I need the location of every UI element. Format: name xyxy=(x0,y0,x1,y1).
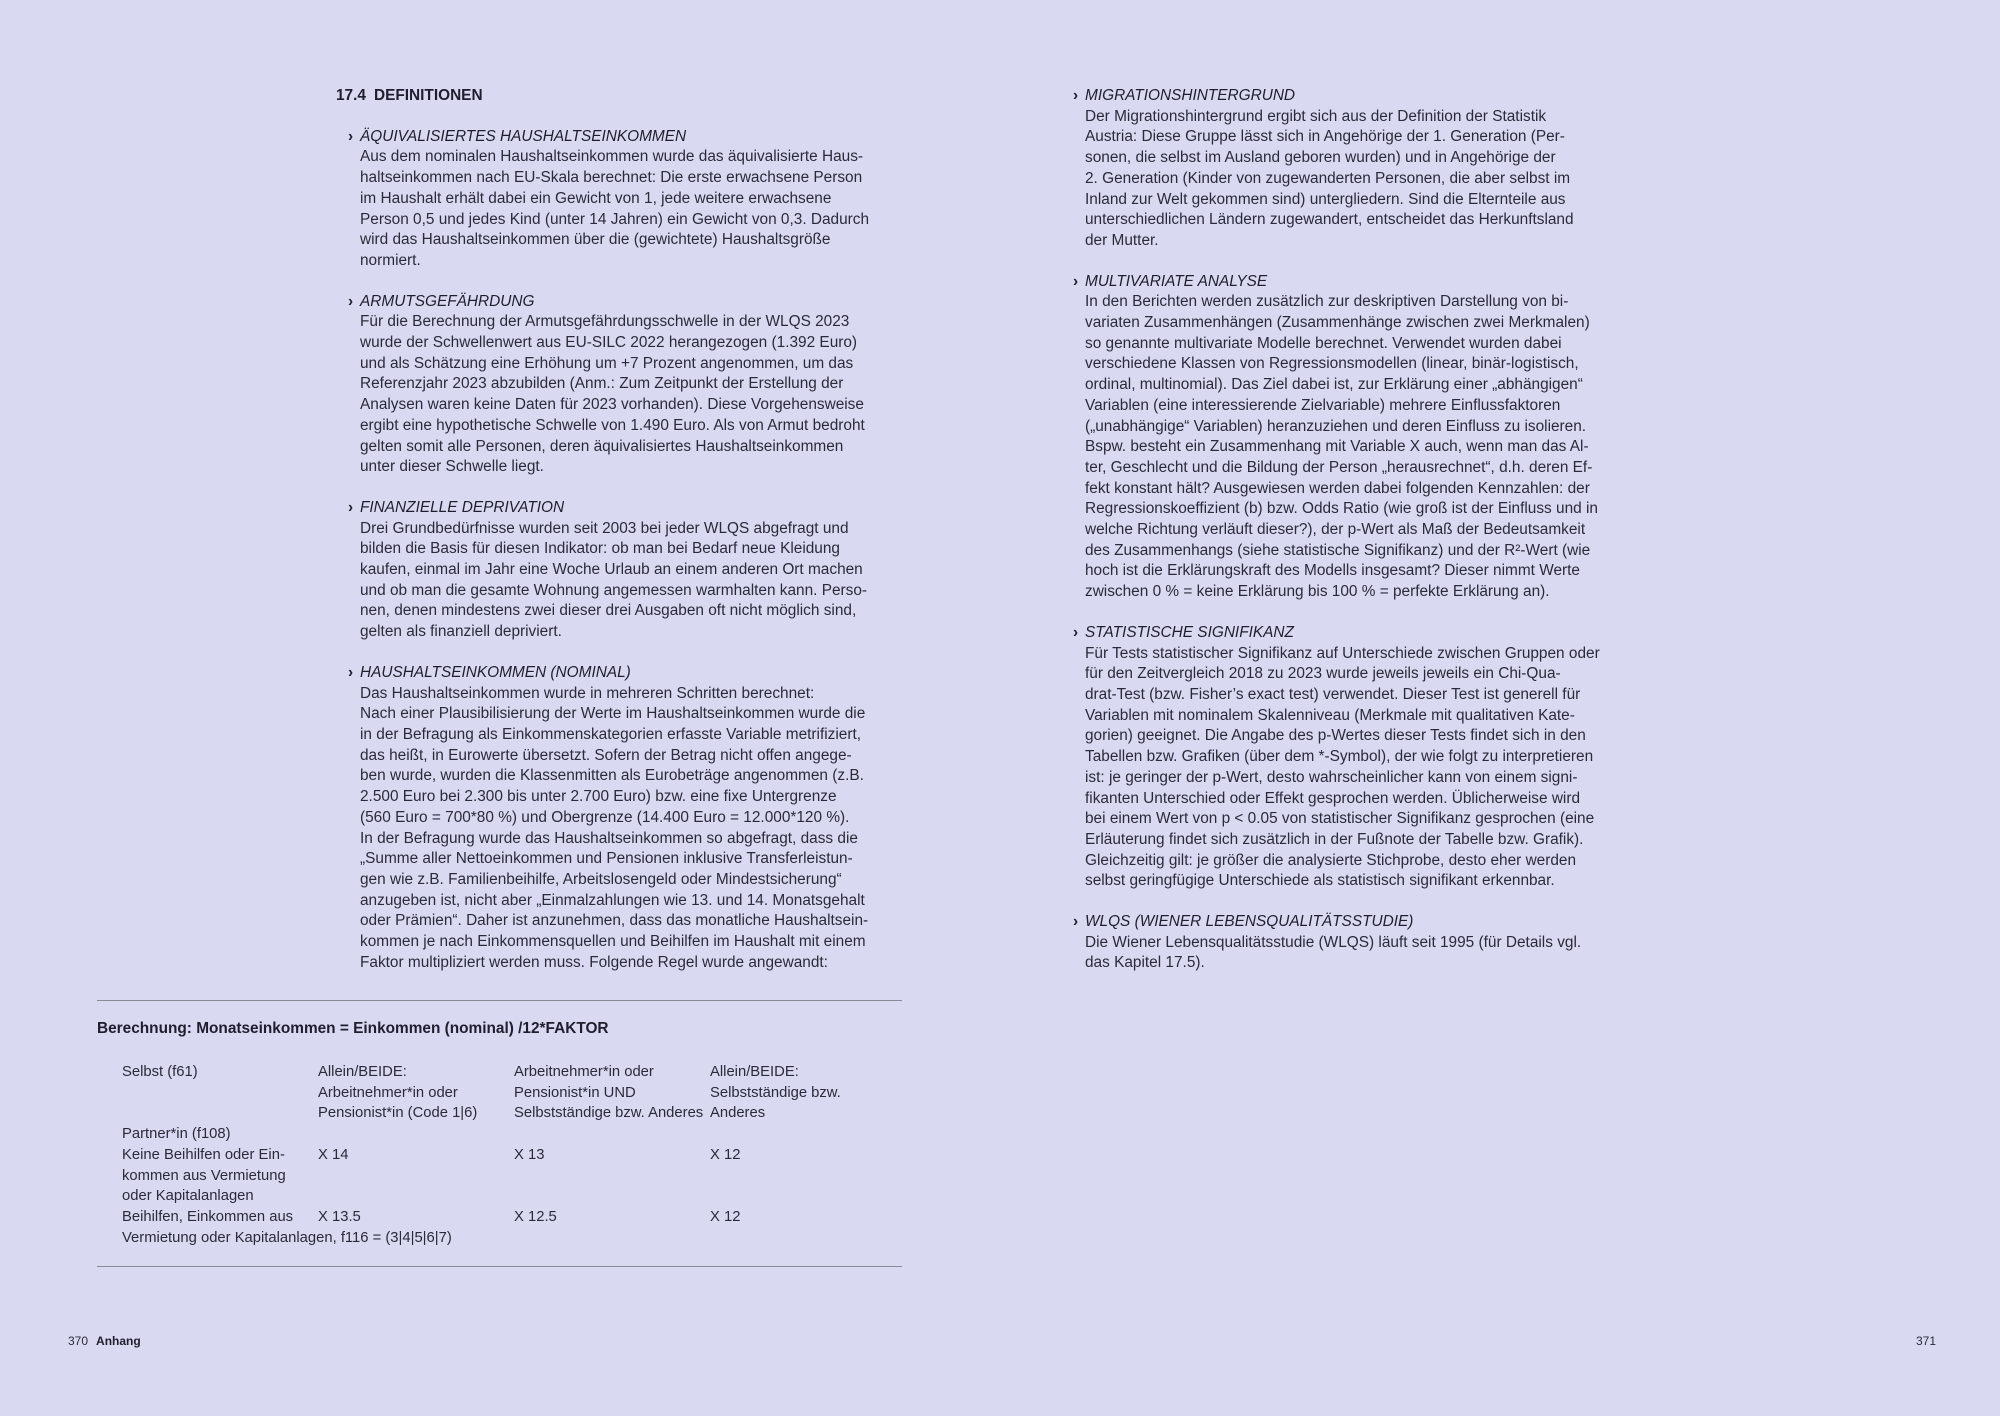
right-entries xyxy=(1073,86,1645,974)
body-line: Nach einer Plausibilisierung der Werte im Haushaltseinkommen wurde die xyxy=(360,705,866,723)
body-line: Der Migrationshintergrund ergibt sich aus der Definition der Statistik xyxy=(1085,107,1547,125)
body-line: (560 Euro = 700*80 %) und Obergrenze (14.400 Euro = 12.000*120 %). xyxy=(360,808,850,826)
body-line: kaufen, einmal im Jahr eine Woche Urlaub an einem anderen Ort machen xyxy=(360,561,863,579)
left-column xyxy=(336,86,906,993)
body-line: und als Schätzung eine Erhöhung um +7 Prozent angenommen, um das xyxy=(360,354,854,372)
body-line: Faktor multipliziert werden muss. Folgende Regel wurde angewandt: xyxy=(360,953,828,971)
cell-line: Pensionist*in UND xyxy=(514,1084,636,1101)
body-line: bilden die Basis für diesen Indikator: ob man bei Bedarf neue Kleidung xyxy=(360,540,840,558)
table-bottom-rule xyxy=(97,1266,902,1267)
definition-body xyxy=(360,147,906,271)
definition-heading xyxy=(348,127,906,148)
body-line: variaten Zusammenhängen (Zusammenhänge zwischen zwei Merkmalen) xyxy=(1085,314,1590,332)
definition-heading xyxy=(1073,86,1645,107)
chevron-right-icon: › xyxy=(1073,87,1079,104)
definition-heading xyxy=(1073,912,1645,933)
table-top-rule xyxy=(97,1000,902,1001)
body-line: Variablen (eine interessierende Zielvariable) mehrere Einflussfaktoren xyxy=(1085,396,1561,414)
body-line: kommen je nach Einkommensquellen und Beihilfen im Haushalt mit einem xyxy=(360,933,866,951)
body-line: anzugeben ist, nicht aber „Einmalzahlungen wie 13. und 14. Monatsgehalt xyxy=(360,891,865,909)
body-line: In der Befragung wurde das Haushaltseinkommen so abgefragt, dass die xyxy=(360,829,858,847)
table-cell-1-3: X 12 xyxy=(710,1147,741,1163)
page-number-right: 371 xyxy=(1916,1334,1937,1348)
cell-line: oder Kapitalanlagen xyxy=(122,1188,254,1205)
body-line: ter, Geschlecht und die Bildung der Person „herausrechnet“, d.h. deren Ef- xyxy=(1085,458,1593,476)
body-line: Aus dem nominalen Haushaltseinkommen wurde das äquivalisierte Haus- xyxy=(360,148,864,166)
definition-heading-text: FINANZIELLE DEPRIVATION xyxy=(360,498,565,516)
cell-line: Selbst (f61) xyxy=(122,1064,198,1080)
body-line: im Haushalt erhält dabei ein Gewicht von 1, jede weitere erwachsene xyxy=(360,189,832,207)
definition-heading-text: WLQS (WIENER LEBENSQUALITÄTSSTUDIE) xyxy=(1085,913,1414,931)
body-line: und ob man die gesamte Wohnung angemessen warmhalten kann. Perso- xyxy=(360,581,868,599)
body-line: Variablen mit nominalem Skalenniveau (Merkmale mit qualitativen Kate- xyxy=(1085,706,1575,724)
definition-body xyxy=(1085,292,1645,603)
body-line: Bspw. besteht ein Zusammenhang mit Variable X auch, wenn man das Al- xyxy=(1085,438,1589,456)
body-line: Regressionskoeffizient (b) bzw. Odds Ratio (wie groß ist der Einfluss und in xyxy=(1085,500,1598,518)
body-line: („unabhängige“ Variablen) heranzuziehen und deren Einfluss zu isolieren. xyxy=(1085,417,1587,435)
body-line: wird das Haushaltseinkommen über die (gewichtete) Haushaltsgröße xyxy=(360,231,831,249)
body-line: das heißt, in Eurowerte übersetzt. Sofern der Betrag nicht offen angege- xyxy=(360,746,852,764)
definition-entry xyxy=(1073,623,1645,892)
body-line: ordinal, multinomial). Das Ziel dabei ist, zur Erklärung einer „abhängigen“ xyxy=(1085,376,1583,394)
cell-line: Allein/BEIDE: xyxy=(710,1064,799,1080)
definition-entry xyxy=(1073,272,1645,603)
body-line: In den Berichten werden zusätzlich zur deskriptiven Darstellung von bi- xyxy=(1085,293,1569,311)
page-number-left: 370 xyxy=(68,1334,89,1348)
body-line: gorien) geeignet. Die Angabe des p-Wertes dieser Tests findet sich in den xyxy=(1085,727,1586,745)
definition-body xyxy=(1085,933,1645,974)
definition-heading xyxy=(348,663,906,684)
body-line: Austria: Diese Gruppe lässt sich in Angehörige der 1. Generation (Per- xyxy=(1085,128,1565,146)
col-header-2 xyxy=(514,1062,714,1124)
definition-heading xyxy=(1073,272,1645,293)
body-line: unterschiedlichen Ländern zugewandert, entscheidet das Herkunftsland xyxy=(1085,211,1574,229)
definition-body xyxy=(360,684,906,974)
definition-heading xyxy=(348,498,906,519)
col-header-3 xyxy=(710,1062,900,1124)
body-line: gelten als finanziell depriviert. xyxy=(360,623,562,641)
body-line: Gleichzeitig gilt: je größer die analysierte Stichprobe, desto eher werden xyxy=(1085,851,1577,869)
section-title xyxy=(336,86,906,107)
body-line: Erläuterung findet sich zusätzlich in der Fußnote der Tabelle bzw. Grafik). xyxy=(1085,830,1584,848)
body-line: drat-Test (bzw. Fisher’s exact test) verwendet. Dieser Test ist generell für xyxy=(1085,685,1581,703)
body-line: welche Richtung verläuft dieser?), der p-Wert als Maß der Bedeutsamkeit xyxy=(1085,521,1586,539)
cell-line: Pensionist*in (Code 1|6) xyxy=(318,1105,478,1122)
cell-line: Anderes xyxy=(710,1105,766,1122)
table-cell-2-2: X 12.5 xyxy=(514,1209,557,1225)
body-line: hoch ist die Erklärungskraft des Modells insgesamt? Dieser nimmt Werte xyxy=(1085,562,1580,580)
body-line: bei einem Wert von p < 0.05 von statistischer Signifikanz gesprochen (eine xyxy=(1085,810,1595,828)
body-line: ben wurde, wurden die Klassenmitten als Eurobeträge angenommen (z.B. xyxy=(360,767,864,785)
body-line: „Summe aller Nettoeinkommen und Pensionen inklusive Transferleistun- xyxy=(360,850,853,868)
body-line: gen wie z.B. Familienbeihilfe, Arbeitslosengeld oder Mindestsicherung“ xyxy=(360,870,842,888)
body-line: oder Prämien“. Daher ist anzunehmen, dass das monatliche Haushaltsein- xyxy=(360,912,869,930)
body-line: 2.500 Euro bei 2.300 bis unter 2.700 Euro) bzw. eine fixe Untergrenze xyxy=(360,788,837,806)
body-line: Für Tests statistischer Signifikanz auf Unterschiede zwischen Gruppen oder xyxy=(1085,644,1600,662)
body-line: Für die Berechnung der Armutsgefährdungsschwelle in der WLQS 2023 xyxy=(360,313,850,331)
table-cell-2-1: X 13.5 xyxy=(318,1209,361,1225)
chevron-right-icon: › xyxy=(1073,623,1079,641)
table-cell-1-2: X 13 xyxy=(514,1147,545,1163)
definition-entry xyxy=(348,498,906,643)
body-line: selbst geringfügige Unterschiede als statistisch signifikant erkennbar. xyxy=(1085,872,1555,890)
body-line: Inland zur Welt gekommen sind) untergliedern. Sind die Elternteile aus xyxy=(1085,190,1566,208)
body-line: Tabellen bzw. Grafiken (über dem *-Symbol), der wie folgt zu interpretieren xyxy=(1085,748,1594,766)
definition-body xyxy=(360,312,906,478)
cell-line: kommen aus Vermietung xyxy=(122,1167,286,1184)
footer-section-label: Anhang xyxy=(96,1334,141,1348)
definition-entry xyxy=(348,127,906,272)
body-line: Person 0,5 und jedes Kind (unter 14 Jahren) ein Gewicht von 0,3. Dadurch xyxy=(360,210,870,228)
chevron-right-icon: › xyxy=(1073,913,1079,931)
table-cell-1-1: X 14 xyxy=(318,1147,349,1163)
row-header-label xyxy=(122,1062,302,1083)
cell-line: Selbstständige bzw. xyxy=(710,1084,841,1101)
cell-line: Allein/BEIDE: xyxy=(318,1064,407,1080)
definition-heading-text: ÄQUIVALISIERTES HAUSHALTSEINKOMMEN xyxy=(360,127,687,145)
body-line: Drei Grundbedürfnisse wurden seit 2003 bei jeder WLQS abgefragt und xyxy=(360,519,849,537)
cell-line: Beihilfen, Einkommen aus xyxy=(122,1209,294,1225)
definition-heading-text: MIGRATIONSHINTERGRUND xyxy=(1085,87,1296,104)
body-line: zwischen 0 % = keine Erklärung bis 100 % = perfekte Erklärung an). xyxy=(1085,583,1550,601)
cell-line: Selbstständige bzw. Anderes xyxy=(514,1105,704,1122)
footer-left xyxy=(68,1334,141,1348)
body-line: verschiedene Klassen von Regressionsmodellen (linear, binär-logistisch, xyxy=(1085,355,1579,373)
section-number: 17.4 xyxy=(336,87,366,104)
definition-heading xyxy=(348,292,906,313)
right-column xyxy=(1073,86,1645,994)
definition-entry xyxy=(348,292,906,478)
chevron-right-icon: › xyxy=(348,663,354,681)
left-entries xyxy=(336,127,906,974)
body-line: unter dieser Schwelle liegt. xyxy=(360,458,544,476)
body-line: gelten somit alle Personen, deren äquivalisiertes Haushaltseinkommen xyxy=(360,437,844,455)
chevron-right-icon: › xyxy=(1073,272,1079,290)
definition-entry xyxy=(1073,912,1645,974)
body-line: ergibt eine hypothetische Schwelle von 1.490 Euro. Als von Armut bedroht xyxy=(360,416,865,434)
definition-heading-text: STATISTISCHE SIGNIFIKANZ xyxy=(1085,623,1294,641)
section-title-text: DEFINITIONEN xyxy=(373,87,483,104)
chevron-right-icon: › xyxy=(348,127,354,145)
chevron-right-icon: › xyxy=(348,292,354,310)
definition-entry xyxy=(348,663,906,974)
cell-line: Keine Beihilfen oder Ein- xyxy=(122,1147,285,1163)
body-line: haltseinkommen nach EU-Skala berechnet: Die erste erwachsene Person xyxy=(360,169,863,187)
body-line: Das Haushaltseinkommen wurde in mehreren Schritten berechnet: xyxy=(360,684,815,702)
definition-heading-text: MULTIVARIATE ANALYSE xyxy=(1085,272,1268,290)
body-line: so genannte multivariate Modelle berechnet. Verwendet wurden dabei xyxy=(1085,334,1562,352)
body-line: für den Zeitvergleich 2018 zu 2023 wurde jeweils jeweils ein Chi-Qua- xyxy=(1085,665,1561,683)
body-line: fekt konstant hält? Ausgewiesen werden dabei folgenden Kennzahlen: der xyxy=(1085,479,1590,497)
body-line: Die Wiener Lebensqualitätsstudie (WLQS) läuft seit 1995 (für Details vgl. xyxy=(1085,933,1582,951)
partner-label xyxy=(122,1124,312,1145)
body-line: in der Befragung als Einkommenskategorien erfasste Variable metrifiziert, xyxy=(360,725,861,743)
definition-heading-text: HAUSHALTSEINKOMMEN (NOMINAL) xyxy=(360,663,631,681)
table-cell-2-3: X 12 xyxy=(710,1209,741,1225)
body-line: nen, denen mindestens zwei dieser drei Ausgaben oft nicht möglich sind, xyxy=(360,602,857,620)
definition-body xyxy=(1085,644,1645,892)
cell-line: Vermietung oder Kapitalanlagen, f116 = (3|4|5|6|7) xyxy=(122,1229,452,1246)
cell-line: Arbeitnehmer*in oder xyxy=(514,1064,654,1080)
cell-line: Arbeitnehmer*in oder xyxy=(318,1084,458,1101)
body-line: Analysen waren keine Daten für 2023 vorhanden). Diese Vorgehensweise xyxy=(360,396,864,414)
body-line: Referenzjahr 2023 abzubilden (Anm.: Zum Zeitpunkt der Erstellung der xyxy=(360,375,844,393)
body-line: das Kapitel 17.5). xyxy=(1085,954,1205,972)
table-row-1-label xyxy=(122,1145,312,1207)
definition-body xyxy=(1085,107,1645,252)
body-line: der Mutter. xyxy=(1085,231,1159,249)
cell-line: Partner*in (f108) xyxy=(122,1126,231,1142)
body-line: ist: je geringer der p-Wert, desto wahrscheinlicher kann von einem signi- xyxy=(1085,768,1578,786)
formula-title: Berechnung: Monatseinkommen = Einkommen (nominal) /12*FAKTOR xyxy=(97,1020,609,1037)
definition-entry xyxy=(1073,86,1645,252)
body-line: normiert. xyxy=(360,251,421,269)
col-header-1 xyxy=(318,1062,508,1124)
body-line: fikanten Unterschied oder Effekt gesprochen werden. Üblicherweise wird xyxy=(1085,789,1581,807)
definition-heading xyxy=(1073,623,1645,644)
body-line: wurde der Schwellenwert aus EU-SILC 2022 herangezogen (1.392 Euro) xyxy=(360,334,858,352)
chevron-right-icon: › xyxy=(348,498,354,516)
body-line: 2. Generation (Kinder von zugewanderten Personen, die aber selbst im xyxy=(1085,169,1571,187)
definition-body xyxy=(360,519,906,643)
body-line: sonen, die selbst im Ausland geboren wurden) und in Angehörige der xyxy=(1085,149,1556,167)
definition-heading-text: ARMUTSGEFÄHRDUNG xyxy=(360,292,535,310)
body-line: des Zusammenhangs (siehe statistische Signifikanz) und der R²-Wert (wie xyxy=(1085,541,1591,559)
